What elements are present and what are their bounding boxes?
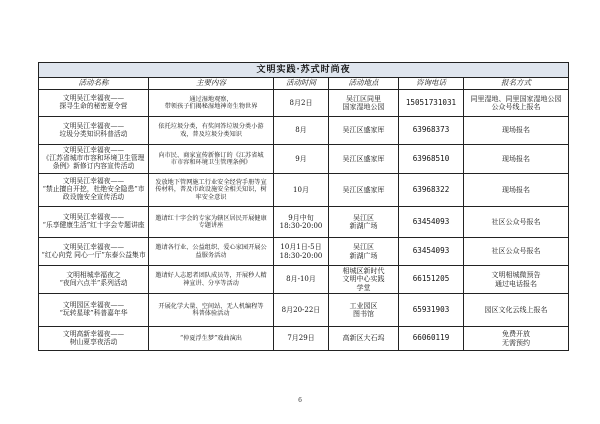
signup-method-line: 现场报名 <box>502 185 531 194</box>
activity-time-cell <box>274 294 329 327</box>
activity-content-line: 向市民、商家宣传新修订的《江苏省城 <box>158 151 264 159</box>
activity-name-line: 垃圾分类知识科普活动 <box>59 129 128 138</box>
activity-time-line: 10月1日-5日 <box>280 243 322 252</box>
activity-content-line: 邀请红十字会的专家为辖区居民开展健康 <box>155 214 267 222</box>
contact-phone-cell: 63968373 <box>399 117 464 145</box>
activity-name-line: 文明吴江幸福夜—— <box>62 177 125 186</box>
activity-time-cell <box>274 266 329 294</box>
signup-method-line: 文明相城微预告 <box>491 271 541 280</box>
activity-name-cell <box>39 294 149 327</box>
activity-time-line: 8月2日 <box>289 98 313 107</box>
activity-name-line: “夜间六点半”系列活动 <box>59 278 128 287</box>
activity-schedule-table <box>38 62 569 351</box>
activity-time-line: 8月-10月 <box>286 275 316 284</box>
activity-place-line: 文明中心实践 <box>342 275 385 284</box>
activity-place-line: 高新区大石坞 <box>342 334 385 343</box>
contact-phone-cell: 66151205 <box>399 266 464 294</box>
activity-name-line: 文明吴江幸福夜—— <box>62 146 125 155</box>
activity-place-line: 吴江区盛家厍 <box>342 154 385 163</box>
activity-name-line: “玩转星球”科普嘉年华 <box>59 309 128 317</box>
table-row <box>39 207 569 238</box>
signup-method-line: 社区公众号报名 <box>491 217 541 226</box>
table-row <box>39 294 569 327</box>
header-phone: 咨询电话 <box>399 78 464 90</box>
activity-place-cell <box>329 294 399 327</box>
table-row <box>39 238 569 266</box>
activity-content-line: 专题讲座 <box>198 222 224 229</box>
header-content: 主要内容 <box>149 78 274 90</box>
activity-time-cell <box>274 238 329 266</box>
activity-name-cell <box>39 266 149 294</box>
table-row <box>39 266 569 294</box>
header-signup-method: 报名方式 <box>464 78 569 90</box>
activity-place-line: 吴江区 <box>353 243 374 252</box>
signup-method-line: 通过电话报名 <box>495 279 538 288</box>
activity-content-cell <box>149 117 274 145</box>
activity-content-cell <box>149 266 274 294</box>
activity-place-line: 吴江区 <box>353 213 374 222</box>
activity-time-line: 18:30-20:00 <box>279 251 323 260</box>
activity-name-line: “乐享健康生活”红十字会专题讲座 <box>42 221 145 229</box>
signup-method-cell <box>464 327 569 351</box>
activity-content-line: 科普体验活动 <box>192 310 230 317</box>
activity-name-line: 文明吴江幸福夜—— <box>62 213 125 222</box>
table-row <box>39 327 569 351</box>
signup-method-line: 公众号线上报名 <box>491 103 541 111</box>
activity-place-cell <box>329 207 399 238</box>
activity-content-line: 依托垃圾分类，有奖问答垃圾分类小游 <box>158 123 264 131</box>
activity-place-line: 吴江区同里 <box>346 94 381 103</box>
activity-place-line: 工业园区 <box>349 301 378 310</box>
signup-method-cell <box>464 207 569 238</box>
table-row <box>39 90 569 117</box>
table-row <box>39 117 569 145</box>
activity-place-line: 相城区新时代 <box>342 267 385 276</box>
activity-content-line: 市市容和环境卫生管理条例》 <box>170 159 252 166</box>
activity-name-line: 树山夏享夜活动 <box>69 337 118 346</box>
activity-content-line: 开展化学大量、空间站、无人机编程等 <box>158 302 264 310</box>
table-row <box>39 174 569 207</box>
activity-content-cell <box>149 145 274 174</box>
contact-phone-cell: 63968322 <box>399 174 464 207</box>
activity-content-cell <box>149 238 274 266</box>
activity-time-cell <box>274 327 329 351</box>
activity-name-line: 政设施安全宣传活动 <box>62 192 125 201</box>
contact-phone-cell: 63454093 <box>399 238 464 266</box>
activity-content-cell <box>149 174 274 207</box>
header-activity-name: 活动名称 <box>39 78 149 90</box>
signup-method-line: 现场报名 <box>502 154 531 163</box>
activity-name-line: 文明相城幸福夜之 <box>66 270 121 279</box>
activity-content-cell <box>149 327 274 351</box>
signup-method-line: 社区公众号报名 <box>491 247 541 256</box>
activity-content-line: 邀请好人志愿者团队成员等，开展秒人精 <box>155 272 267 280</box>
activity-place-cell <box>329 174 399 207</box>
activity-name-line: 条例》新修订内容宣传活动 <box>52 161 135 170</box>
table-header-row <box>39 78 569 90</box>
signup-method-line: 无需预约 <box>502 338 531 347</box>
activity-content-line: 发放地下管网施工行业安全经营手册等宣 <box>155 179 267 187</box>
activity-place-line: 新湖广场 <box>349 222 378 230</box>
activity-place-line: 吴江区盛家厍 <box>342 126 385 135</box>
activity-name-cell <box>39 238 149 266</box>
activity-place-line: 吴江区盛家厍 <box>342 185 385 194</box>
activity-time-cell <box>274 174 329 207</box>
activity-time-line: 8月20-22日 <box>281 305 321 314</box>
activity-place-line: 国家湿地公园 <box>342 103 385 111</box>
activity-place-cell <box>329 145 399 174</box>
activity-name-line: 《江苏省城市市容和环境卫生管理 <box>42 154 145 163</box>
activity-name-line: 文明吴江幸福夜—— <box>62 94 125 103</box>
signup-method-cell <box>464 238 569 266</box>
signup-method-cell <box>464 145 569 174</box>
signup-method-line: 园区文化云线上报名 <box>484 305 548 314</box>
activity-name-line: “红心向党 同心一厅”东泰公益集市 <box>41 250 146 259</box>
activity-name-line: 文明吴江幸福夜—— <box>62 242 125 251</box>
signup-method-line: 现场报名 <box>502 126 531 135</box>
activity-name-cell <box>39 174 149 207</box>
contact-phone-cell: 15051731031 <box>399 90 464 117</box>
activity-place-cell <box>329 327 399 351</box>
activity-place-cell <box>329 117 399 145</box>
activity-content-line: 通过湿地观察， <box>189 95 233 103</box>
activity-place-line: 新湖广场 <box>349 251 378 260</box>
activity-time-line: 9月 <box>295 154 307 163</box>
contact-phone-cell: 65931903 <box>399 294 464 327</box>
signup-method-cell <box>464 174 569 207</box>
activity-content-line: 戏，普及垃圾分类知识 <box>180 130 242 138</box>
activity-name-cell <box>39 327 149 351</box>
activity-time-line: 9月中旬 <box>288 213 314 222</box>
activity-content-line: 神宣讲、分享等活动 <box>183 279 239 287</box>
activity-content-line: 益服务活动 <box>195 251 227 259</box>
activity-place-cell <box>329 266 399 294</box>
activity-time-line: 8月 <box>295 126 307 135</box>
activity-name-cell <box>39 207 149 238</box>
activity-name-line: 文明园区幸福夜—— <box>62 301 125 310</box>
activity-name-line: 文明高新幸福夜—— <box>62 329 125 338</box>
activity-time-line: 10月 <box>293 185 309 194</box>
activity-time-cell <box>274 117 329 145</box>
activity-place-cell <box>329 238 399 266</box>
signup-method-cell <box>464 294 569 327</box>
contact-phone-cell: 63454093 <box>399 207 464 238</box>
activity-time-cell <box>274 90 329 117</box>
activity-place-line: 图书馆 <box>353 310 374 318</box>
contact-phone-cell: 66060119 <box>399 327 464 351</box>
activity-name-line: “禁止擅自开挖，杜绝安全隐患”市 <box>42 185 145 194</box>
activity-name-cell <box>39 145 149 174</box>
activity-time-cell <box>274 145 329 174</box>
activity-content-cell <box>149 294 274 327</box>
activity-place-cell <box>329 90 399 117</box>
activity-content-cell <box>149 207 274 238</box>
activity-time-line: 18:30-20:00 <box>279 222 323 230</box>
activity-name-line: 探寻生命的秘密夏令营 <box>59 102 128 110</box>
signup-method-cell <box>464 117 569 145</box>
signup-method-cell <box>464 266 569 294</box>
signup-method-cell <box>464 90 569 117</box>
activity-name-cell <box>39 117 149 145</box>
signup-method-line: 免费开放 <box>502 330 531 339</box>
activity-content-line: 邀请各行业、公益组织、爱心家园开展公 <box>155 244 267 252</box>
activity-name-cell <box>39 90 149 117</box>
table-row <box>39 145 569 174</box>
header-place: 活动地点 <box>329 78 399 90</box>
activity-time-line: 7月29日 <box>287 334 315 343</box>
activity-content-line: “仲夏浮生梦”戏曲演出 <box>179 334 242 342</box>
activity-place-line: 学堂 <box>356 283 371 292</box>
table-title-row <box>39 63 569 78</box>
table-title: 文明实践·苏式时尚夜 <box>39 63 569 78</box>
page-number: 6 <box>298 397 302 404</box>
contact-phone-cell: 63968510 <box>399 145 464 174</box>
activity-content-line: 牢安全意识 <box>195 193 227 201</box>
activity-time-cell <box>274 207 329 238</box>
header-time: 活动时间 <box>274 78 329 90</box>
signup-method-line: 同里湿地、同里国家湿地公园 <box>470 94 562 103</box>
activity-content-cell <box>149 90 274 117</box>
activity-name-line: 文明吴江幸福夜—— <box>62 121 125 130</box>
activity-content-line: 带领孩子们揭秘湿地神奇生物世界 <box>164 103 258 110</box>
activity-content-line: 传材料，普及市政设施安全相关知识，树 <box>155 186 267 194</box>
